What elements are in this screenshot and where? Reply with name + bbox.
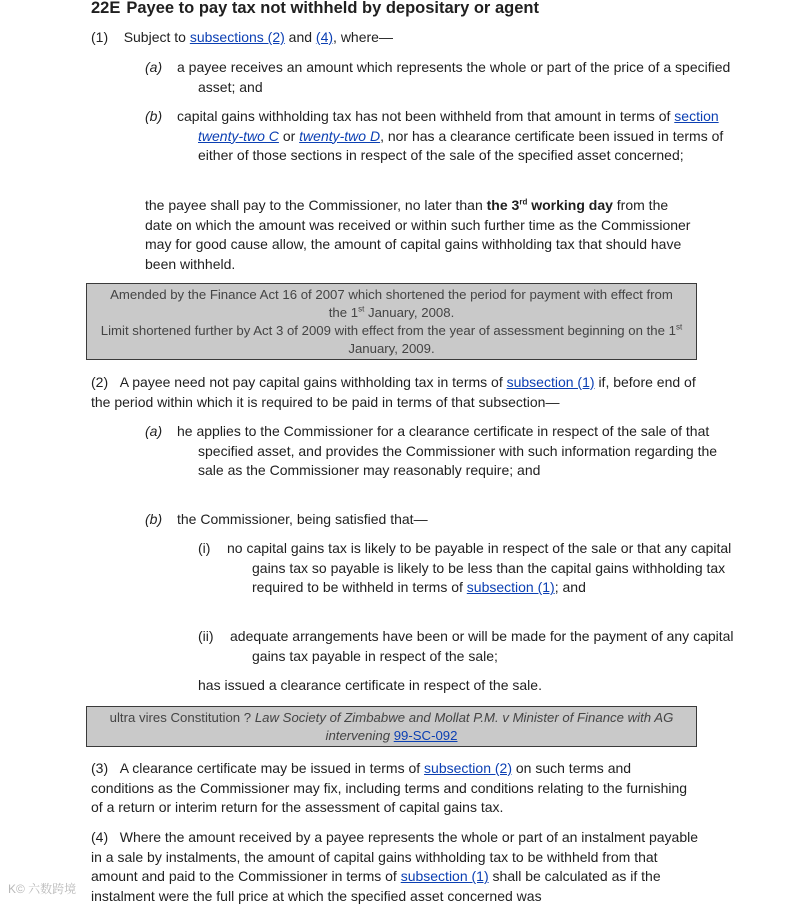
- subsection-2-closing: has issued a clearance certificate in respect of the sale.: [198, 677, 542, 693]
- subsection-1-intro: (1) Subject to subsections (2) and (4), where—: [91, 29, 393, 45]
- subsection-2-paragraph-a: (a) he applies to the Commissioner for a clearance certificate in respect of the sale of that specified asset, and provides the Commissioner with such information regarding the sale as the Commissioner may reasonably require; and: [145, 423, 718, 479]
- section-title: Payee to pay tax not withheld by depositary or agent: [126, 0, 539, 17]
- subsection-4-label: (4): [91, 829, 109, 845]
- subsection-1-label: (1): [91, 29, 109, 45]
- subsection-2-label: (2): [91, 374, 109, 390]
- section-22c-link[interactable]: section twenty-two C: [198, 108, 719, 144]
- subsection-1-link[interactable]: subsection (1): [506, 374, 595, 390]
- subsection-2-subparagraph-ii: (ii) adequate arrangements have been or will be made for the payment of any capital gains tax payable in respect of the sale;: [198, 628, 734, 664]
- amendment-note: Amended by the Finance Act 16 of 2007 which shortened the period for payment with effect from the 1st January, 2008. Limit shortened further by Act 3 of 2009 with effect from the year of assessment beginning on the 1st January, 2009.: [86, 283, 697, 360]
- subsection-1-link-2[interactable]: subsection (1): [466, 579, 555, 596]
- subsection-1-closing: the payee shall pay to the Commissioner, no later than the 3rd working day from the date on which the amount was received or within such further time as the Commissioner may for good cause allow, the amount of capital gains withholding tax that should have been withheld.: [145, 197, 691, 272]
- deadline-emphasis: the 3rd working day: [486, 197, 613, 213]
- case-99-sc-092-link[interactable]: 99-SC-092: [393, 728, 458, 743]
- subsection-2-link[interactable]: subsection (2): [424, 760, 512, 776]
- subsections-2-link[interactable]: subsections (2): [189, 29, 285, 45]
- section-heading: [91, 0, 539, 19]
- subsection-2-intro: (2) A payee need not pay capital gains withholding tax in terms of subsection (1) if, before end of the period within which it is required to be paid in terms of that subsection—: [91, 374, 696, 410]
- section-22d-link[interactable]: twenty-two D: [299, 127, 381, 144]
- subsection-4: (4) Where the amount received by a payee represents the whole or part of an instalment payable in a sale by instalments, the amount of capital gains withholding tax to be withheld from that amount and paid to the Commissioner in terms of subsection (1) shall be calculated as if the instalment were the full price at which the specified asset concerned was: [91, 829, 699, 904]
- subsection-3: (3) A clearance certificate may be issued in terms of subsection (2) on such terms and conditions as the Commissioner may fix, including terms and conditions relating to the furnishing of a return or interim return for the assessment of capital gains tax.: [91, 760, 688, 816]
- subsection-1-link-3[interactable]: subsection (1): [400, 868, 489, 885]
- watermark-logo: K© 六数跨境: [8, 882, 77, 896]
- subsection-2-paragraph-b: (b) the Commissioner, being satisfied that—: [145, 511, 428, 527]
- subsection-2-subparagraph-i: (i) no capital gains tax is likely to be payable in respect of the sale or that any capital gains tax so payable is likely to be less than the capital gains withholding tax required to be withheld in terms of subsection (1); and: [198, 540, 732, 596]
- section-number: 22E: [91, 0, 121, 17]
- case-note: ultra vires Constitution ? Law Society of Zimbabwe and Mollat P.M. v Minister of Finance with AG intervening 99-SC-092: [86, 706, 697, 747]
- subsection-4-link[interactable]: (4): [315, 29, 334, 45]
- subsection-3-label: (3): [91, 760, 109, 776]
- subsection-1-paragraph-a: (a) a payee receives an amount which represents the whole or part of the price of a specified asset; and: [145, 59, 731, 95]
- subsection-1-paragraph-b: (b) capital gains withholding tax has not been withheld from that amount in terms of section twenty-two C or twenty-two D, nor has a clearance certificate been issued in terms of either of those sections in respect of the sale of the specified asset concerned;: [145, 108, 724, 164]
